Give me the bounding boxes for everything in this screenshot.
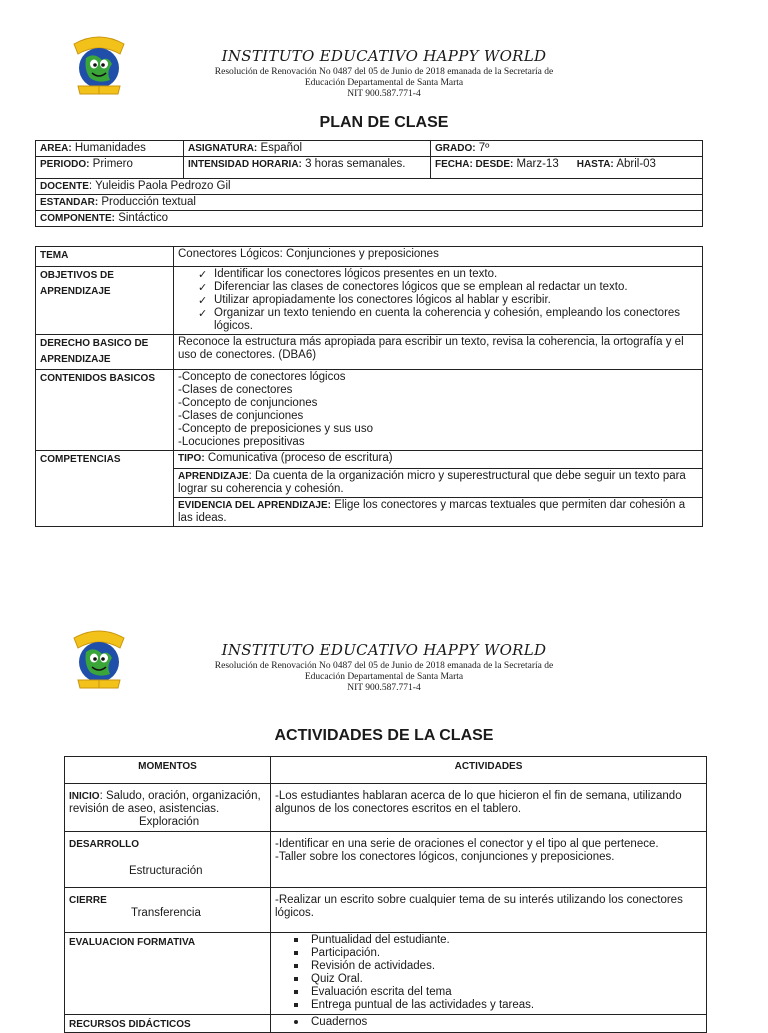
activities-header-row	[65, 757, 707, 784]
docente-label: DOCENTE	[40, 181, 89, 192]
desarrollo-label: DESARROLLO	[69, 839, 139, 850]
desarrollo-row	[65, 832, 707, 888]
dba-label-1: DERECHO BASICO DE	[40, 338, 149, 349]
contenidos-label: CONTENIDOS BASICOS	[36, 370, 174, 451]
desarrollo-cell	[65, 832, 271, 888]
componente-label: COMPONENTE:	[40, 213, 115, 224]
contenido-item: -Clases de conectores	[178, 384, 293, 396]
contenido-item: -Concepto de conectores lógicos	[178, 371, 346, 383]
objetivos-label	[36, 267, 174, 335]
momentos-header: MOMENTOS	[65, 757, 271, 784]
estandar-value: Producción textual	[101, 196, 196, 208]
nit-text: NIT 900.587.771-4	[347, 89, 421, 99]
evaluacion-row	[65, 933, 707, 1015]
evidencia-value: Elige los conectores y marcas textuales que permiten dar cohesión a las ideas.	[178, 499, 686, 524]
componente-row	[36, 211, 703, 227]
page1-header	[0, 0, 768, 110]
evaluacion-label: EVALUACION FORMATIVA	[65, 933, 271, 1015]
plan-info-table	[35, 140, 703, 227]
grado-label: GRADO:	[435, 143, 476, 154]
inicio-activity: -Los estudiantes hablaran acerca de lo que hicieron el fin de semana, utilizando algunos de los conectores escritos en el tablero.	[271, 784, 707, 832]
objetivo-item: ✓ Utilizar apropiadamente los conectores lógicos al hablar y escribir.	[198, 294, 698, 307]
recurso-item: Cuadernos	[291, 1016, 702, 1029]
details-table	[35, 246, 703, 527]
asignatura-cell	[184, 141, 431, 157]
aprendizaje-label: APRENDIZAJE	[178, 471, 249, 482]
desarrollo-activity	[271, 832, 707, 888]
objetivos-row	[36, 267, 703, 335]
evaluacion-list	[275, 934, 702, 1012]
objetivos-list	[178, 268, 698, 333]
componente-value: Sintáctico	[118, 212, 169, 224]
docente-cell	[36, 179, 703, 195]
evidencia-label: EVIDENCIA DEL APRENDIZAJE:	[178, 500, 331, 511]
plan-row-1	[36, 141, 703, 157]
evaluacion-item: Entrega puntual de las actividades y tareas.	[291, 999, 702, 1012]
plan-title: PLAN DE CLASE	[319, 114, 449, 131]
activities-title: ACTIVIDADES DE LA CLASE	[274, 727, 494, 744]
evaluacion-item: Evaluación escrita del tema	[291, 986, 702, 999]
desarrollo-sub: Estructuración	[129, 865, 203, 877]
inicio-text: : Saludo, oración, organización, revisión de aseo, asistencias.	[69, 790, 261, 815]
intensidad-label: INTENSIDAD HORARIA:	[188, 159, 302, 170]
recursos-cell	[271, 1015, 707, 1033]
cierre-row	[65, 888, 707, 933]
competencias-label: COMPETENCIAS	[36, 451, 174, 527]
estandar-label: ESTANDAR:	[40, 197, 99, 208]
objetivos-cell	[174, 267, 703, 335]
resolution-line-1: Resolución de Renovación No 0487 del 05 de Junio de 2018 emanada de la Secretaría de	[214, 67, 554, 77]
activities-table	[64, 756, 707, 1033]
evaluacion-item: Participación.	[291, 947, 702, 960]
dba-label	[36, 335, 174, 370]
dba-label-2: APRENDIZAJE	[40, 354, 111, 365]
asignatura-label: ASIGNATURA:	[188, 143, 258, 154]
plan-row-2	[36, 157, 703, 179]
tema-row	[36, 247, 703, 267]
tipo-label: TIPO:	[178, 453, 205, 464]
cierre-activity: -Realizar un escrito sobre cualquier tema de su interés utilizando los conectores lógicos.	[271, 888, 707, 933]
docente-row	[36, 179, 703, 195]
periodo-label: PERIODO:	[40, 159, 90, 170]
evidencia-cell	[174, 498, 703, 527]
inicio-cell	[65, 784, 271, 832]
tipo-cell	[174, 451, 703, 469]
objetivos-label-1: OBJETIVOS DE	[40, 270, 114, 281]
recursos-label: RECURSOS DIDÁCTICOS	[65, 1015, 271, 1033]
area-value: Humanidades	[74, 142, 146, 154]
competencias-row-tipo	[36, 451, 703, 469]
inicio-sub: Exploración	[139, 816, 200, 828]
intensidad-cell	[184, 157, 431, 179]
resolution-text	[0, 661, 768, 694]
contenido-item: -Concepto de conjunciones	[178, 397, 318, 409]
resolution-text	[0, 67, 768, 100]
contenido-item: -Locuciones prepositivas	[178, 436, 305, 448]
contenido-item: -Concepto de preposiciones y sus uso	[178, 423, 373, 435]
dba-value: Reconoce la estructura más apropiada para escribir un texto, revisa la coherencia, la ortografía y el uso de conectores. (DBA6)	[174, 335, 703, 370]
resolution-line-1: Resolución de Renovación No 0487 del 05 de Junio de 2018 emanada de la Secretaría de	[214, 661, 554, 671]
estandar-cell	[36, 195, 703, 211]
objetivo-item: ✓ Organizar un texto teniendo en cuenta la coherencia y cohesión, empleando los conectores lógicos.	[198, 307, 698, 333]
desde-value: Marz-13	[516, 158, 559, 170]
desarrollo-activity-1: -Identificar en una serie de oraciones el conector y el tipo al que pertenece.	[275, 838, 659, 850]
estandar-row	[36, 195, 703, 211]
docente-value: : Yuleidis Paola Pedrozo Gil	[88, 180, 231, 192]
inicio-label: INICIO	[69, 791, 100, 802]
asignatura-value: Español	[260, 142, 303, 154]
contenidos-row	[36, 370, 703, 451]
contenidos-cell	[174, 370, 703, 451]
contenido-item: -Clases de conjunciones	[178, 410, 304, 422]
aprendizaje-value: : Da cuenta de la organización micro y superestructural que debe seguir un texto para lograr su coherencia y cohesión.	[178, 470, 686, 495]
desarrollo-activity-2: -Taller sobre los conectores lógicos, conjunciones y preposiciones.	[275, 851, 615, 863]
evaluacion-cell	[271, 933, 707, 1015]
tipo-value: Comunicativa (proceso de escritura)	[207, 452, 393, 464]
actividades-header: ACTIVIDADES	[271, 757, 707, 784]
area-cell	[36, 141, 184, 157]
school-name: INSTITUTO EDUCATIVO HAPPY WORLD	[221, 641, 547, 659]
cierre-label: CIERRE	[69, 895, 107, 906]
resolution-line-2: Educación Departamental de Santa Marta	[304, 672, 464, 682]
area-label: AREA:	[40, 143, 72, 154]
recursos-list	[275, 1016, 702, 1029]
grado-value: 7º	[478, 142, 490, 154]
dba-row	[36, 335, 703, 370]
objetivo-item: ✓ Diferenciar las clases de conectores lógicos que se emplean al redactar un texto.	[198, 281, 698, 294]
page2-header	[0, 600, 768, 710]
periodo-cell	[36, 157, 184, 179]
resolution-line-2: Educación Departamental de Santa Marta	[304, 78, 464, 88]
school-name: INSTITUTO EDUCATIVO HAPPY WORLD	[221, 47, 547, 65]
tema-label: TEMA	[36, 247, 174, 267]
aprendizaje-cell	[174, 469, 703, 498]
nit-text: NIT 900.587.771-4	[347, 683, 421, 693]
objetivos-label-2: APRENDIZAJE	[40, 286, 111, 297]
evaluacion-item: Quiz Oral.	[291, 973, 702, 986]
cierre-sub: Transferencia	[131, 907, 201, 919]
recursos-row	[65, 1015, 707, 1033]
fecha-cell	[431, 157, 703, 179]
evaluacion-item: Revisión de actividades.	[291, 960, 702, 973]
intensidad-value: 3 horas semanales.	[305, 158, 406, 170]
periodo-value: Primero	[92, 158, 133, 170]
hasta-value: Abril-03	[616, 158, 656, 170]
cierre-cell	[65, 888, 271, 933]
tema-value: Conectores Lógicos: Conjunciones y preposiciones	[174, 247, 703, 267]
hasta-label: HASTA:	[576, 159, 614, 170]
objetivo-item: ✓ Identificar los conectores lógicos presentes en un texto.	[198, 268, 698, 281]
inicio-row	[65, 784, 707, 832]
evaluacion-item: Puntualidad del estudiante.	[291, 934, 702, 947]
fecha-label: FECHA: DESDE:	[435, 159, 514, 170]
componente-cell	[36, 211, 703, 227]
grado-cell	[431, 141, 703, 157]
